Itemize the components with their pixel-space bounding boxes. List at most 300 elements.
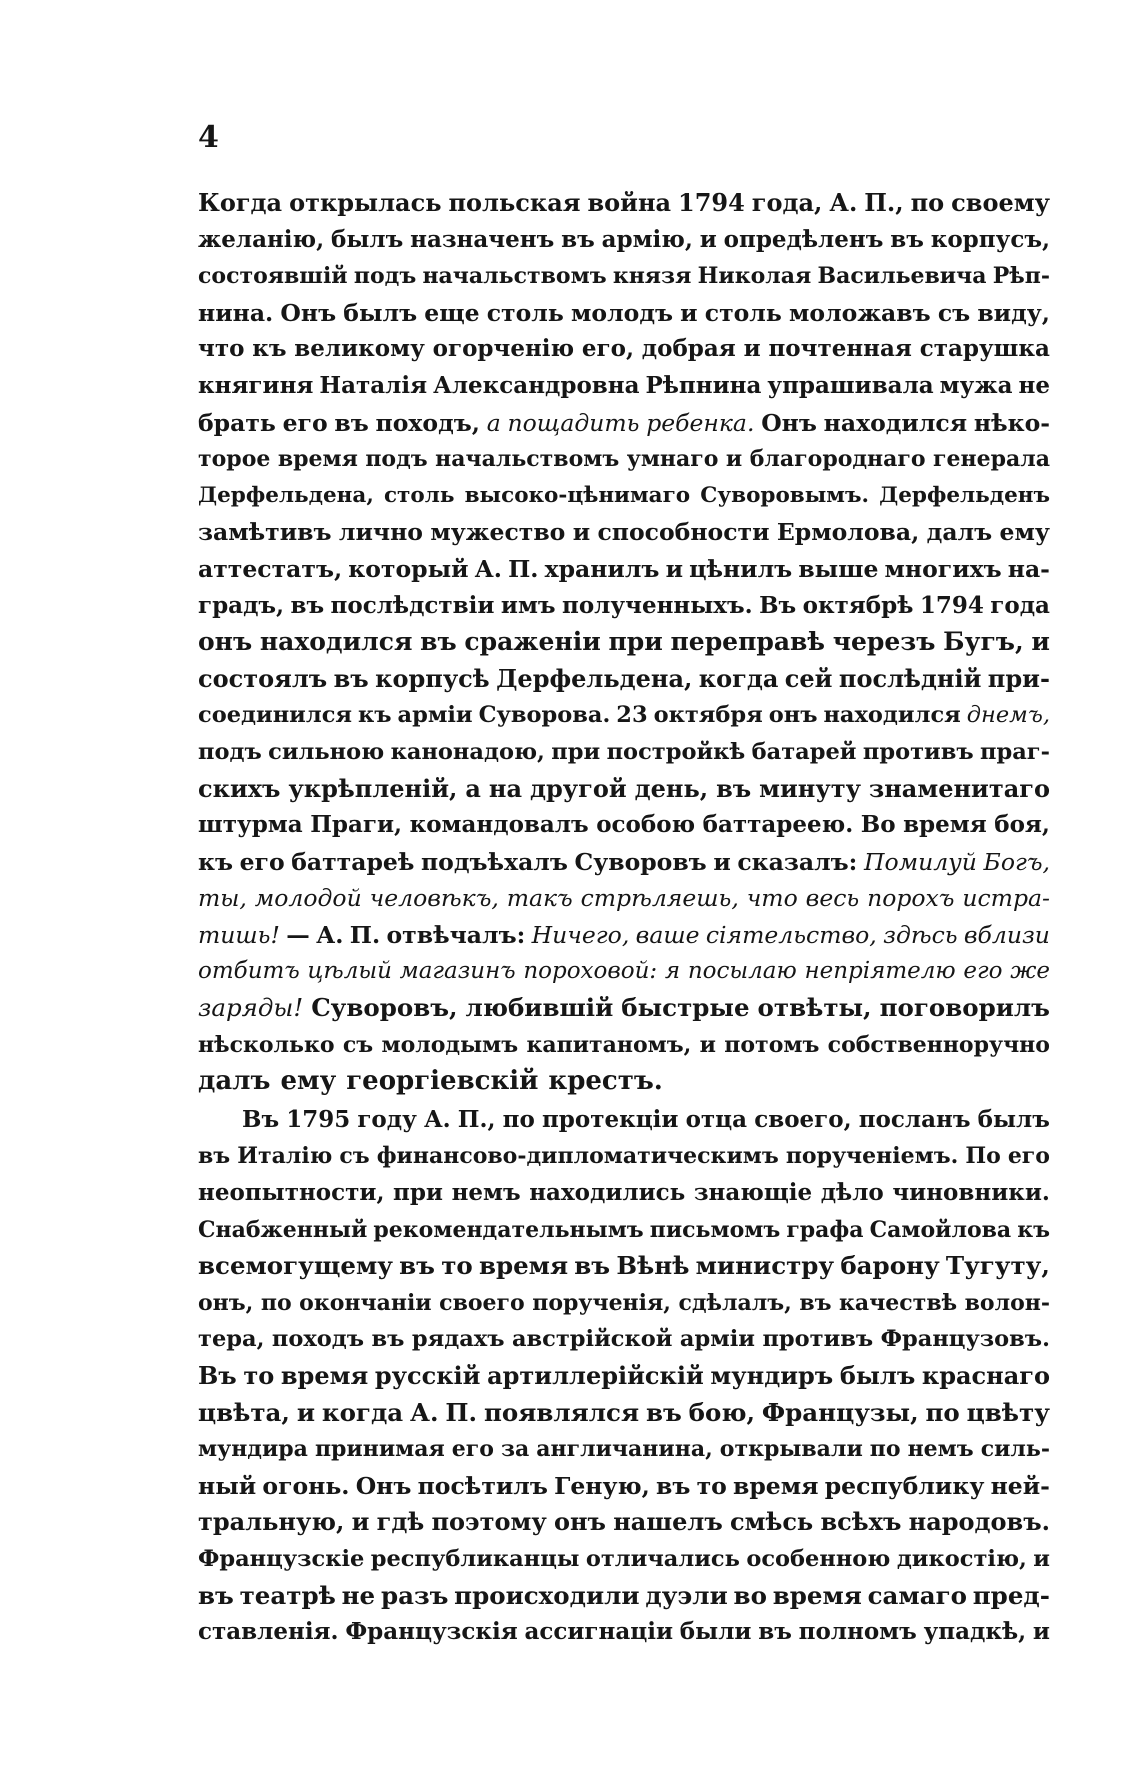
word: крестъ. — [548, 1066, 663, 1097]
word: когда — [321, 1397, 404, 1427]
word: градъ, — [198, 591, 285, 619]
word: командовалъ — [409, 811, 589, 839]
word: ты, — [198, 884, 247, 913]
word: который — [348, 554, 469, 583]
word: непріятелю — [804, 958, 956, 985]
word: сраженіи — [464, 627, 601, 657]
word: подъ — [353, 263, 417, 290]
word: пред- — [972, 1580, 1050, 1610]
word: полученныхъ. — [562, 591, 753, 619]
word: начальствомъ — [422, 263, 607, 290]
word: Дерфельдена, — [198, 482, 374, 508]
word: порученіемъ. — [785, 1143, 959, 1170]
word: въ — [799, 1289, 832, 1316]
word: послѣдній — [838, 663, 982, 693]
word: Ермолова, — [776, 518, 920, 547]
word: упадкѣ, — [923, 1618, 1027, 1646]
word: когда — [698, 663, 779, 693]
word: съ — [339, 1143, 370, 1170]
word: къ — [252, 335, 287, 363]
word: въ — [290, 591, 325, 619]
word: молодымъ — [381, 1031, 519, 1058]
word: А. — [316, 920, 344, 949]
word: года, — [751, 188, 823, 217]
page-number: 4 — [198, 120, 219, 155]
word: батарей — [751, 738, 857, 765]
word: же — [1010, 958, 1050, 985]
word: 1794 — [678, 188, 745, 217]
word: ней- — [990, 1471, 1050, 1500]
text-line — [198, 1395, 1050, 1432]
text-line — [198, 551, 1050, 588]
word: нѣко- — [973, 408, 1050, 437]
text-line — [198, 844, 1050, 881]
word: нина. — [198, 298, 274, 327]
word: такъ — [506, 884, 573, 913]
word: его — [239, 847, 285, 876]
word: Николая — [697, 263, 812, 290]
word: противъ — [762, 1326, 874, 1353]
word: потомъ — [724, 1031, 820, 1058]
word: генерала — [933, 446, 1050, 473]
word: канонадою, — [390, 738, 545, 765]
word: то — [243, 1361, 275, 1390]
word: въ — [656, 1471, 691, 1500]
word: и — [665, 554, 683, 583]
word: отца — [685, 1105, 748, 1133]
word: Онъ — [355, 1471, 412, 1500]
word: онъ — [768, 702, 818, 729]
word: мужа — [939, 371, 1013, 399]
text-line — [198, 1063, 1050, 1100]
word: состоявшій — [198, 263, 348, 290]
word: находился — [823, 702, 961, 729]
word: въ — [371, 1326, 405, 1353]
word: за — [500, 1436, 530, 1463]
word: волон- — [964, 1289, 1050, 1316]
word: цвѣту — [966, 1397, 1050, 1427]
word: П., — [457, 1105, 496, 1133]
word: П., — [864, 188, 904, 217]
word: пощадить — [507, 408, 640, 437]
word: Снабженный — [198, 1216, 368, 1243]
word: Суворовымъ. — [700, 482, 869, 508]
word: Суворовъ, — [311, 993, 458, 1023]
word: и — [725, 446, 743, 473]
word: любившій — [465, 993, 614, 1023]
word: особенною — [746, 1545, 891, 1572]
text-line — [198, 1138, 1050, 1175]
word: столь — [383, 482, 455, 508]
word: А. — [829, 188, 858, 217]
text-line — [198, 990, 1050, 1027]
word: артиллерійскій — [487, 1361, 704, 1390]
word: чиновники. — [892, 1179, 1050, 1207]
text-line — [198, 807, 1050, 844]
word: По — [965, 1143, 1001, 1170]
word: моложавъ — [789, 298, 931, 327]
word: 23 — [616, 702, 648, 729]
word: минуту — [759, 773, 861, 803]
word: посѣтилъ — [417, 1471, 548, 1500]
word: заряды! — [198, 993, 304, 1023]
word: собственноручно — [827, 1031, 1050, 1058]
word: къ — [1017, 1216, 1050, 1243]
word: Суворова. — [478, 702, 611, 729]
word: походъ, — [375, 408, 480, 437]
word: укрѣпленій, — [288, 773, 458, 803]
word: полномъ — [798, 1618, 917, 1646]
word: и — [572, 518, 591, 547]
word: сей — [784, 663, 833, 693]
word: силь- — [980, 1436, 1050, 1463]
word: истра- — [962, 884, 1050, 913]
word: сіятельство, — [705, 920, 877, 949]
word: Бугъ, — [943, 627, 1024, 657]
word: хранилъ — [544, 554, 660, 583]
word: ный — [198, 1471, 257, 1500]
word: что — [198, 335, 245, 363]
word: добрая — [641, 335, 736, 363]
word: стрѣляешь, — [580, 884, 739, 913]
word: находился — [259, 627, 413, 657]
word: былъ — [839, 1361, 916, 1390]
text-line — [198, 734, 1050, 771]
word: рядахъ — [411, 1326, 505, 1353]
word: огорченію — [432, 335, 575, 363]
text-line — [198, 953, 1050, 990]
word: въ — [334, 408, 369, 437]
word: постройкѣ — [606, 738, 746, 765]
word: республиканцы — [370, 1545, 580, 1572]
word: года — [990, 591, 1050, 619]
word: Дерфельдена, — [496, 663, 693, 693]
text-line — [198, 478, 1050, 515]
word: что — [746, 884, 798, 913]
word: противъ — [862, 738, 974, 765]
word: черезъ — [832, 627, 936, 657]
text-line — [198, 185, 1050, 222]
word: Дерфельденъ — [879, 482, 1050, 508]
word: находился — [823, 408, 968, 437]
word: отвѣчалъ: — [386, 920, 526, 949]
word: Французскія — [345, 1618, 518, 1646]
word: открывали — [719, 1436, 863, 1463]
word: послѣдствіи — [330, 591, 495, 619]
text-line — [198, 1504, 1050, 1541]
word: Французовъ. — [880, 1326, 1050, 1353]
word: брать — [198, 408, 276, 437]
text-line — [198, 405, 1050, 442]
word: самаго — [867, 1580, 967, 1610]
text-line — [198, 1175, 1050, 1212]
word: П. — [508, 554, 539, 583]
word: графа — [786, 1216, 864, 1243]
word: его — [451, 1436, 494, 1463]
word: его — [963, 958, 1003, 985]
word: Французскіе — [198, 1545, 365, 1572]
word: во — [733, 1580, 767, 1610]
word: республику — [824, 1471, 985, 1500]
word: по — [502, 1105, 535, 1133]
word: сказалъ: — [737, 847, 858, 876]
word: состоялъ — [198, 663, 328, 693]
word: рекомендательнымъ — [373, 1216, 644, 1243]
text-line — [198, 697, 1050, 734]
word: Ничего, — [531, 920, 630, 949]
word: Во — [860, 811, 896, 839]
word: русскій — [374, 1361, 481, 1390]
word: немъ — [451, 1179, 521, 1207]
word: время — [478, 1251, 569, 1281]
word: Геную, — [554, 1471, 650, 1500]
word: почтенная — [768, 335, 912, 363]
word: а — [486, 408, 501, 437]
word: — — [286, 920, 310, 949]
word: старушка — [919, 335, 1050, 363]
word: и — [1032, 1618, 1050, 1646]
word: окончаніи — [299, 1289, 432, 1316]
word: его — [282, 408, 328, 437]
word: Въ — [198, 1361, 237, 1390]
word: мундира — [198, 1436, 308, 1463]
word: подъ — [198, 738, 262, 765]
word: принимая — [314, 1436, 445, 1463]
word: появлялся — [483, 1397, 640, 1427]
word: время — [903, 811, 987, 839]
word: другой — [529, 773, 627, 803]
word: начальствомъ — [435, 446, 620, 473]
word: георгіевскій — [346, 1066, 539, 1097]
text-line — [198, 1248, 1050, 1285]
word: столь — [486, 298, 564, 327]
word: сдѣлалъ, — [678, 1289, 792, 1316]
word: война — [587, 188, 672, 217]
word: имъ — [500, 591, 556, 619]
word: то — [696, 1471, 727, 1500]
word: всемогущему — [198, 1251, 393, 1281]
word: переправѣ — [670, 627, 826, 657]
word: Италію — [237, 1143, 333, 1170]
word: мундиръ — [710, 1361, 834, 1390]
word: польская — [448, 188, 581, 217]
word: многихъ — [884, 554, 1002, 583]
word: Французы, — [761, 1397, 919, 1427]
word: ваше — [635, 920, 700, 949]
word: арміи — [679, 1326, 755, 1353]
word: знающіе — [693, 1179, 813, 1207]
word: съ — [342, 1031, 374, 1058]
word: въ — [420, 627, 457, 657]
word: октября — [653, 702, 763, 729]
word: лично — [338, 518, 423, 547]
word: А. — [410, 1397, 439, 1427]
word: тера, — [198, 1326, 265, 1353]
word: Наталія — [319, 371, 428, 399]
word: на- — [1007, 554, 1050, 583]
word: по — [925, 1397, 960, 1427]
word: своего — [439, 1289, 525, 1316]
word: министру — [695, 1251, 835, 1281]
text-line — [198, 1614, 1050, 1651]
word: А. — [474, 554, 502, 583]
word: ему — [999, 518, 1050, 547]
text-line — [198, 1027, 1050, 1064]
text-line — [198, 1358, 1050, 1395]
word: къ — [198, 847, 233, 876]
word: въ — [716, 773, 752, 803]
word: пороховой: — [523, 958, 658, 985]
text-line — [198, 514, 1050, 551]
word: упрашивала — [767, 371, 934, 399]
word: не — [1018, 371, 1050, 399]
word: армію, — [601, 225, 693, 253]
word: открылась — [289, 188, 442, 217]
word: Онъ — [761, 408, 817, 437]
word: баттареею. — [702, 811, 854, 839]
word: князя — [612, 263, 692, 290]
word: еще — [424, 298, 480, 327]
word: при — [393, 1179, 443, 1207]
word: виду, — [977, 298, 1050, 327]
word: въ — [399, 1251, 435, 1281]
word: къ — [358, 702, 392, 729]
word: въ — [561, 225, 595, 253]
word: цѣнилъ — [689, 554, 793, 583]
word: соединился — [198, 702, 353, 729]
word: посылаю — [687, 958, 797, 985]
word: Праги, — [310, 811, 403, 839]
word: цѣлый — [307, 958, 392, 985]
word: были — [679, 1618, 752, 1646]
text-line — [198, 1541, 1050, 1578]
word: по — [260, 1289, 292, 1316]
word: его — [1007, 1143, 1050, 1170]
word: днемъ, — [966, 702, 1050, 729]
word: финансово-дипломатическимъ — [376, 1143, 779, 1170]
word: отбитъ — [198, 958, 300, 985]
word: Васильевича — [817, 263, 987, 290]
text-line — [198, 661, 1050, 698]
text-line — [198, 331, 1050, 368]
word: Богъ, — [983, 847, 1050, 876]
text-line — [198, 624, 1050, 661]
word: Въ — [759, 591, 797, 619]
word: магазинъ — [399, 958, 516, 985]
word: а — [465, 773, 481, 803]
word: въ — [198, 1580, 234, 1610]
word: столь — [704, 298, 782, 327]
word: англичанина, — [536, 1436, 713, 1463]
word: всѣхъ — [820, 1507, 902, 1537]
word: отвѣты, — [757, 993, 872, 1023]
word: 1794 — [919, 591, 984, 619]
text-line — [198, 441, 1050, 478]
word: октябрѣ — [802, 591, 914, 619]
word: сильною — [268, 738, 385, 765]
text-line — [198, 222, 1050, 259]
word: молодъ — [570, 298, 674, 327]
word: аттестатъ, — [198, 554, 343, 583]
word: онъ — [553, 1507, 606, 1537]
word: благороднаго — [749, 446, 926, 473]
word: штурма — [198, 811, 303, 839]
word: 1795 — [286, 1105, 351, 1133]
word: боя, — [994, 811, 1050, 839]
word: неопытности, — [198, 1179, 385, 1207]
word: былъ — [343, 298, 418, 327]
text-line — [198, 1431, 1050, 1468]
word: Суворовъ — [574, 847, 707, 876]
text-line — [198, 1468, 1050, 1505]
word: и — [1033, 1545, 1050, 1572]
word: огонь. — [262, 1471, 350, 1500]
word: году — [357, 1105, 417, 1133]
word: опредѣленъ — [723, 225, 884, 253]
word: разъ — [380, 1580, 449, 1610]
word: и — [351, 1507, 370, 1537]
text-line — [198, 771, 1050, 808]
word: въ — [758, 1618, 792, 1646]
word: то — [441, 1251, 473, 1281]
word: день, — [634, 773, 709, 803]
text-line — [198, 1321, 1050, 1358]
word: и — [1031, 627, 1050, 657]
word: время — [733, 1471, 819, 1500]
word: народовъ. — [908, 1507, 1050, 1537]
word: и — [680, 298, 698, 327]
word: корпусъ, — [930, 225, 1050, 253]
word: весь — [805, 884, 860, 913]
word: П. — [349, 920, 381, 949]
word: и — [296, 1397, 315, 1427]
word: Помилуй — [863, 847, 977, 876]
word: Тугуту, — [945, 1251, 1050, 1281]
text-line — [198, 368, 1050, 405]
text-line — [198, 880, 1050, 917]
word: высоко-цѣнимаго — [464, 482, 691, 508]
word: назначенъ — [410, 225, 555, 253]
word: ему — [280, 1066, 337, 1097]
text-line — [198, 1212, 1050, 1249]
word: великому — [294, 335, 425, 363]
word: посланъ — [858, 1105, 971, 1133]
word: П. — [445, 1397, 478, 1427]
text-line — [198, 1578, 1050, 1615]
word: поговорилъ — [879, 993, 1050, 1023]
word: былъ — [331, 225, 404, 253]
word: способности — [597, 518, 770, 547]
word: съ — [937, 298, 971, 327]
word: время — [277, 446, 358, 473]
word: княгиня — [198, 371, 314, 399]
word: не — [341, 1580, 376, 1610]
word: въ — [574, 1251, 611, 1281]
word: находились — [529, 1179, 686, 1207]
word: немъ — [907, 1436, 974, 1463]
word: мужество — [430, 518, 566, 547]
word: порученія, — [532, 1289, 671, 1316]
word: капитаномъ, — [526, 1031, 692, 1058]
word: знаменитаго — [868, 773, 1050, 803]
word: смѣсь — [729, 1507, 814, 1537]
word: и — [699, 225, 717, 253]
word: здѣсь — [883, 920, 958, 949]
word: нашелъ — [613, 1507, 723, 1537]
word: ребенка. — [646, 408, 755, 437]
word: дѣло — [820, 1179, 884, 1207]
word: Рѣп- — [992, 263, 1050, 290]
